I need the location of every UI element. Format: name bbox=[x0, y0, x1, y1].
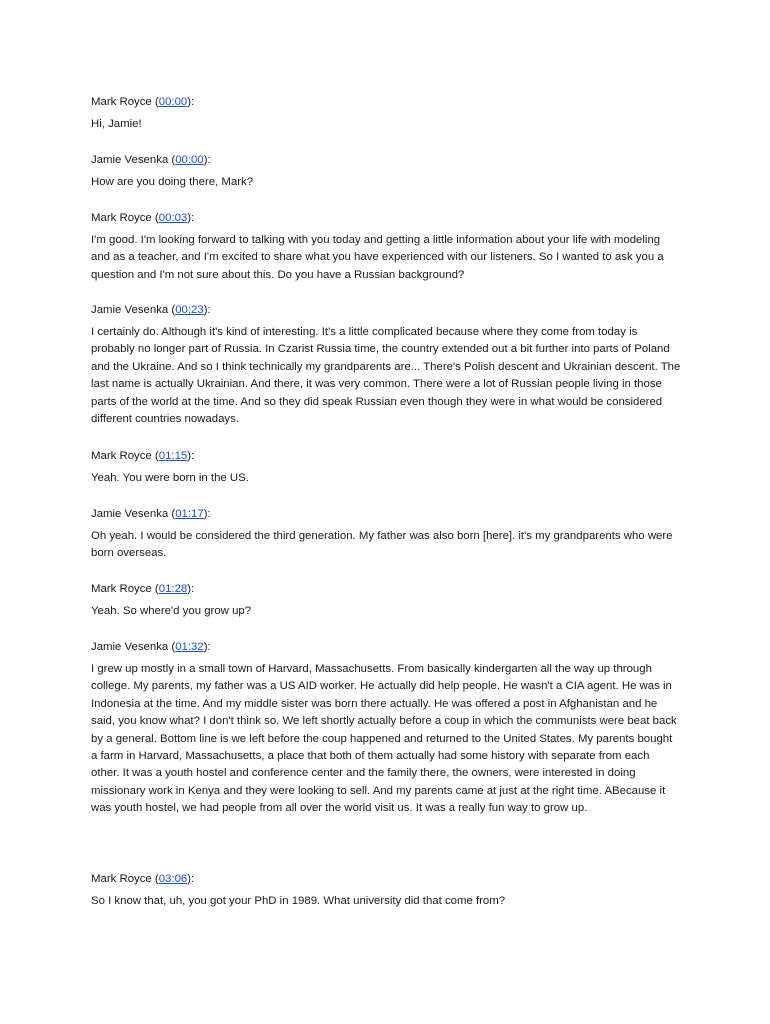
transcript-entry bbox=[91, 581, 681, 620]
speech-text: I'm good. I'm looking forward to talking with you today and getting a little information about your life with modeling and as a teacher, and I'm excited to share what you have experienced with our listeners. So I wanted to ask you a question and I'm not sure about this. Do you have a Russian background? bbox=[91, 234, 664, 281]
speaker-line: Mark Royce (01:15): bbox=[91, 450, 195, 462]
speaker-name: Mark Royce bbox=[91, 873, 152, 885]
speech-text: Hi, Jamie! bbox=[91, 118, 142, 130]
speaker-name: Mark Royce bbox=[91, 212, 152, 224]
transcript-entry bbox=[91, 210, 681, 284]
speech-text: I grew up mostly in a small town of Harvard, Massachusetts. From basically kindergarten all the way up through college. My parents, my father was a US AID worker. He actually did help people. He wasn't a CIA agent. He was in Indonesia at the time. And my middle sister was born there actually. He was offered a post in Afghanistan and he said, you know what? I don't think so. We left shortly actually before a coup in which the communists were beat back by a general. Bottom line is we left before the coup happened and returned to the United States. My parents bought a farm in Harvard, Massachusetts, a place that both of them actually had some history with separate from each other. It was a youth hostel and conference center and the family there, the owners, were interested in doing missionary work in Kenya and they were looking to sell. And my parents came at just at the right time. ABecause it was youth hostel, we had people from all over the world visit us. It was a really fun way to grow up. bbox=[91, 663, 677, 815]
transcript-entry bbox=[91, 302, 681, 428]
speech-text: So I know that, uh, you got your PhD in 1989. What university did that come from? bbox=[91, 895, 506, 907]
speech-text: Oh yeah. I would be considered the third generation. My father was also born [here]. it's my grandparents who were born overseas. bbox=[91, 530, 673, 560]
transcript-entry bbox=[91, 448, 681, 487]
timestamp-link[interactable]: 00:03 bbox=[158, 212, 188, 224]
speaker-line: Jamie Vesenka (00:00): bbox=[91, 154, 211, 166]
speaker-name: Mark Royce bbox=[91, 583, 152, 595]
speech-text: Yeah. You were born in the US. bbox=[91, 472, 249, 484]
speech-text: Yeah. So where'd you grow up? bbox=[91, 605, 252, 617]
timestamp-link[interactable]: 01:15 bbox=[158, 450, 188, 462]
speaker-name: Mark Royce bbox=[91, 450, 152, 462]
speech-text: How are you doing there, Mark? bbox=[91, 176, 254, 188]
speaker-name: Jamie Vesenka bbox=[91, 641, 169, 653]
timestamp-link[interactable]: 00:00 bbox=[175, 154, 204, 166]
speaker-line: Mark Royce (00:00): bbox=[91, 96, 195, 108]
speaker-name: Jamie Vesenka bbox=[91, 508, 169, 520]
transcript-entry bbox=[91, 639, 681, 818]
speaker-line: Jamie Vesenka (00:23): bbox=[91, 304, 211, 316]
timestamp-link[interactable]: 00:00 bbox=[158, 96, 188, 108]
transcript-entry bbox=[91, 152, 681, 191]
speaker-line: Mark Royce (03:06): bbox=[91, 873, 195, 885]
timestamp-link[interactable]: 03:06 bbox=[158, 873, 188, 885]
transcript-entry bbox=[91, 506, 681, 563]
speaker-name: Mark Royce bbox=[91, 96, 152, 108]
timestamp-link[interactable]: 00:23 bbox=[175, 304, 204, 316]
speaker-line: Mark Royce (01:28): bbox=[91, 583, 195, 595]
timestamp-link[interactable]: 01:17 bbox=[175, 508, 204, 520]
transcript-entry bbox=[91, 871, 681, 910]
timestamp-link[interactable]: 01:28 bbox=[158, 583, 188, 595]
speaker-line: Mark Royce (00:03): bbox=[91, 212, 195, 224]
speaker-name: Jamie Vesenka bbox=[91, 304, 169, 316]
timestamp-link[interactable]: 01:32 bbox=[175, 641, 204, 653]
speaker-name: Jamie Vesenka bbox=[91, 154, 169, 166]
speech-text: I certainly do. Although it's kind of interesting. It's a little complicated because where they come from today is probably no longer part of Russia. In Czarist Russia time, the country extended out a bit further into parts of Poland and the Ukraine. And so I think technically my grandparents are... There's Polish descent and Ukrainian descent. The last name is actually Ukrainian. And there, it was very common. There were a lot of Russian people living in those parts of the world at the time. And so they did speak Russian even though they were in what would be considered different countries nowadays. bbox=[91, 326, 681, 426]
speaker-line: Jamie Vesenka (01:32): bbox=[91, 641, 211, 653]
transcript-entry bbox=[91, 94, 194, 133]
speaker-line: Jamie Vesenka (01:17): bbox=[91, 508, 211, 520]
